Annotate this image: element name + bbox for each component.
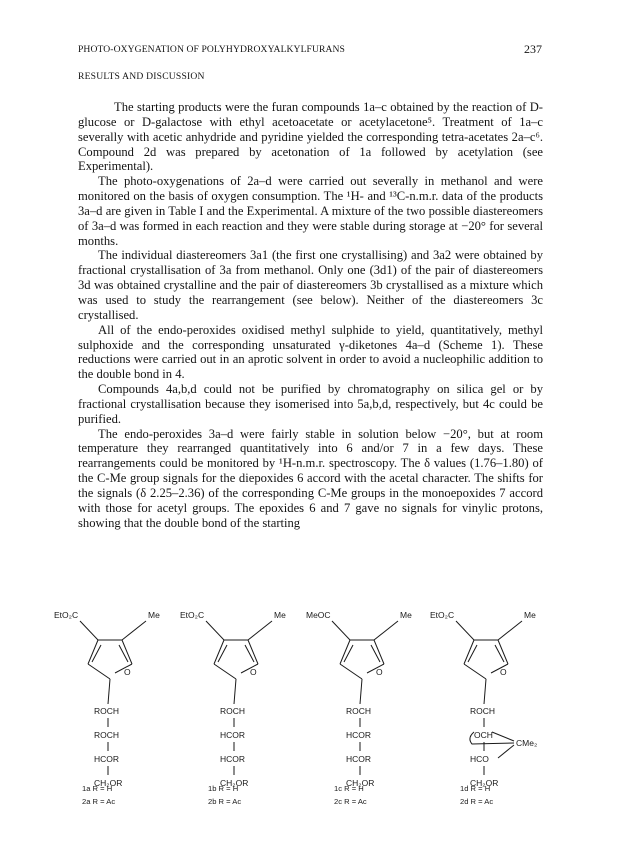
compound-label-group [460,784,493,806]
ring-bond [214,664,236,679]
ring-oxygen-label: O [124,667,131,677]
paragraph: The photo-oxygenations of 2a–d were carried out severally in methanol and were monitored on the basis of oxygen consumption. The ¹H- and ¹³C-n.m.r. data of the products 3a–d are given in Table I and the Experimental. A mixture of the two possible diastereomers of 3a–d was formed in each reaction and they were stable during storage at −20° for several months. [78,174,543,248]
chain-group-label: HCOR [220,730,246,740]
substituent-bond [374,621,398,640]
acetonide-bond [492,732,514,741]
chain-group-label: ROCH [470,706,496,716]
double-bond [92,645,101,662]
chain-group-label: HCOR [346,754,372,764]
acetonide-label: CMe₂ [516,738,538,748]
double-bond [218,645,227,662]
substituent-right-label: Me [274,610,286,620]
chain-bond [484,679,486,704]
compound-label: 1b R = H [208,784,239,793]
chain-group-label: CH₂OR [346,778,375,788]
body-text [78,100,543,530]
chain-group-label: ROCH [346,706,372,716]
paragraph: The endo-peroxides 3a–d were fairly stable in solution below −20°, but at room temperature they rearranged quantitatively into 6 and/or 7 in a few days. These rearrangements could be monitored by ¹H-n.m.r. spectroscopy. The δ values (1.76–1.80) of the C-Me group signals for the diepoxides 6 accord with the acetal character. The shifts for the signals (δ 2.25–2.36) of the corresponding C-Me groups in the monoepoxides 7 accord with those for acetyl groups. The epoxides 6 and 7 gave no signals for vinylic protons, showing that the double bond of the starting [78,426,543,530]
ring-oxygen-label: O [500,667,507,677]
substituent-left-label: EtO₂C [180,610,205,620]
compound-label-group [208,784,241,806]
substituent-bond [498,621,522,640]
substituent-bond [80,621,98,640]
double-bond [495,645,504,662]
chain-group-label: CH₂OR [470,778,499,788]
structure-figure [50,606,580,816]
compound-structure [54,610,160,788]
double-bond [468,645,477,662]
substituent-bond [332,621,350,640]
section-heading: RESULTS AND DISCUSSION [78,71,205,82]
paragraph: The starting products were the furan compounds 1a–c obtained by the reaction of D-glucose or D-galactose with ethyl acetoacetate or acetylacetone⁵. Treatment of 1a–c severally with acetic anhydride and pyridine yielded the corresponding tetra-acetates 2a–c⁶. Compound 2d was prepared by acetonation of 1a followed by acetylation (see Experimental). [78,100,543,174]
compound-label: 2d R = Ac [460,797,494,806]
compound-label: 1a R = H [82,784,113,793]
paragraph: The individual diastereomers 3a1 (the first one crystallising) and 3a2 were obtained by fractional crystallisation of 3a from methanol. Only one (3d1) of the pair of diastereomers 3d was obtained crystalline and the pair of diastereomers 3b crystallised as a mixture which was used to study the rearrangement (see below). Neither of the diastereomers 3c crystallised. [78,248,543,322]
substituent-bond [248,621,272,640]
compound-structure [306,610,412,788]
chain-bond [234,679,236,704]
structure-drawing [50,606,580,816]
chain-group-label: HCOR [94,754,120,764]
paragraph: All of the endo-peroxides oxidised methyl sulphide to yield, quantitatively, methyl sulphoxide and the corresponding unsaturated γ-diketones 4a–d (Scheme 1). These reductions were carried out in an aprotic solvent in order to avoid a nucleophilic addition to the double bond in 4. [78,322,543,382]
compound-label: 1c R = H [334,784,364,793]
ring-oxygen-label: O [250,667,257,677]
substituent-bond [122,621,146,640]
compound-label-group [334,784,367,806]
substituent-left-label: EtO₂C [54,610,79,620]
chain-group-label: ROCH [94,730,120,740]
running-title: PHOTO-OXYGENATION OF POLYHYDROXYALKYLFURANS [78,44,345,55]
ring-bond [340,664,362,679]
substituent-bond [456,621,474,640]
compound-label: 2b R = Ac [208,797,242,806]
compound-label: 1d R = H [460,784,491,793]
substituent-right-label: Me [400,610,412,620]
ring-bond [88,664,110,679]
substituent-right-label: Me [524,610,536,620]
compound-label: 2a R = Ac [82,797,116,806]
chain-bond [108,679,110,704]
double-bond [245,645,254,662]
double-bond [371,645,380,662]
acetonide-bond [498,745,514,758]
ring-bond [464,664,486,679]
substituent-right-label: Me [148,610,160,620]
double-bond [344,645,353,662]
chain-group-label: HCOR [346,730,372,740]
ring-oxygen-label: O [376,667,383,677]
substituent-left-label: MeOC [306,610,331,620]
double-bond [119,645,128,662]
substituent-bond [206,621,224,640]
page-number: 237 [524,42,542,56]
paragraph: Compounds 4a,b,d could not be purified by chromatography on silica gel or by fractional crystallisation because they isomerised into 5a,b,d, respectively, but 4c could be purified. [78,382,543,426]
compound-structure [430,610,537,788]
chain-bond [360,679,362,704]
chain-group-label: HCO [470,754,489,764]
chain-group-label: ROCH [94,706,120,716]
chain-group-label: HCOR [220,754,246,764]
chain-group-label: CH₂OR [94,778,123,788]
chain-group-label: CH₂OR [220,778,249,788]
compound-structure [180,610,286,788]
substituent-left-label: EtO₂C [430,610,455,620]
compound-label: 2c R = Ac [334,797,367,806]
chain-group-label: ROCH [220,706,246,716]
compound-label-group [82,784,115,806]
chain-group-label: OCH [474,730,493,740]
